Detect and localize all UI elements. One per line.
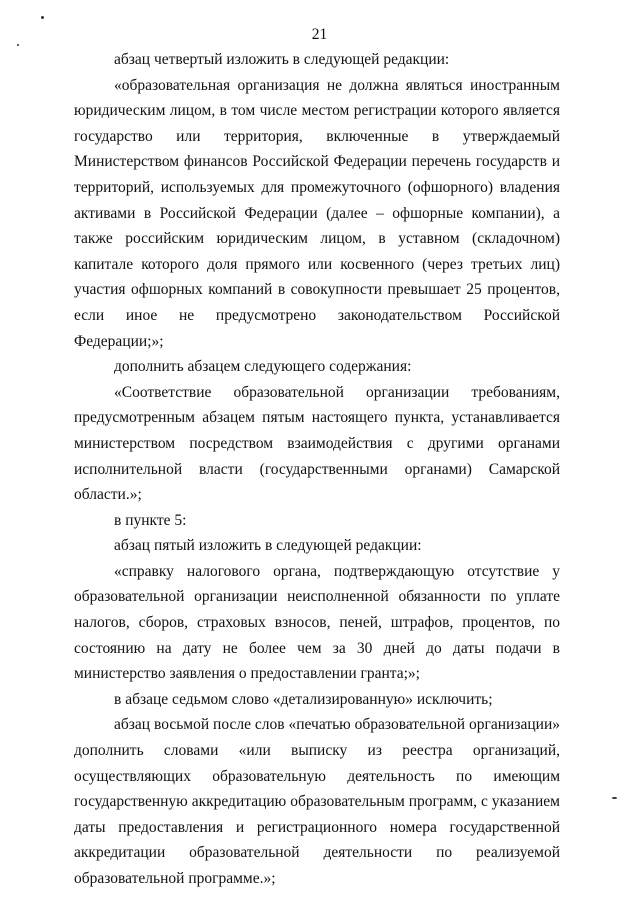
paragraph-para-8: абзац восьмой после слов «печатью образовательной организации» дополнить словами «или выписку из реестра организаций, осуществляющих образовательную деятельность по имеющим государственную аккредитацию образовательным программ, с указанием даты предоставления и регистрационного номера государственной аккредитации образовательной деятельности по реализуемой образовательной программе.»; xyxy=(74,716,560,887)
paragraph-amend-para-5: абзац пятый изложить в следующей редакции: xyxy=(114,537,422,555)
scan-speck xyxy=(612,797,617,799)
paragraph-compliance: «Соответствие образовательной организации требованиям, предусмотренным абзацем пятым настоящего пункта, устанавливается министерством посредством взаимодействия с другими органами исполнительной власти (государственными органами) Самарской области.»; xyxy=(74,383,560,504)
scan-speck xyxy=(41,16,44,19)
scan-speck xyxy=(17,44,19,46)
paragraph-amend-para-4: абзац четвертый изложить в следующей редакции: xyxy=(114,51,450,68)
paragraph-para-7: в абзаце седьмом слово «детализированную» исключить; xyxy=(114,690,493,708)
paragraph-offshore-requirement: «образовательная организация не должна являться иностранным юридическим лицом, в том числе местом регистрации которого является государство или территория, включенные в утверждаемый Министерством финансов Российской Федерации перечень государств и территорий, используемых для промежуточного (офшорного) владения активами в Российской Федерации (далее – офшорные компании), а также российским юридическим лицом, в уставном (складочном) капитале которого доля прямого или косвенного (через третьих лиц) участия офшорных компаний в совокупности превышает 25 процентов, если иное не предусмотрено законодательством Российской Федерации;»; xyxy=(74,76,560,350)
page-number: 21 xyxy=(311,26,328,43)
document-body xyxy=(74,47,560,892)
paragraph-clause-5: в пункте 5: xyxy=(114,511,187,529)
paragraph-tax-certificate: «справку налогового органа, подтверждающую отсутствие у образовательной организации неисполненной обязанности по уплате налогов, сборов, страховых взносов, пеней, штрафов, процентов, по состоянию на дату не более чем за 30 дней до даты подачи в министерство заявления о предоставлении гранта;»; xyxy=(74,562,560,683)
paragraph-add-para: дополнить абзацем следующего содержания: xyxy=(114,358,412,376)
